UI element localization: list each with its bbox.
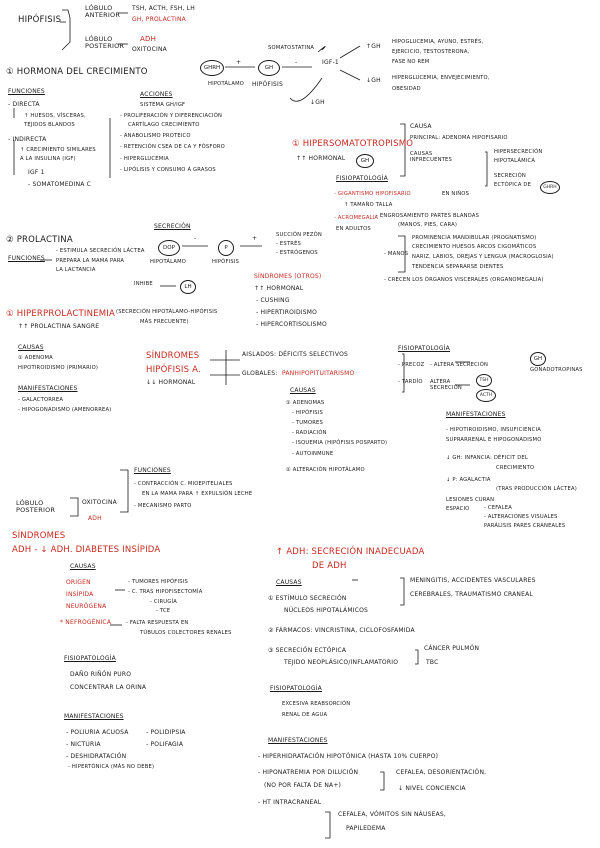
oxi-funciones: FUNCIONES bbox=[134, 467, 171, 474]
infrec-0: HIPERSECRECIÓN bbox=[494, 149, 543, 155]
siadh-c1-note-1: CEREBRALES, TRAUMATISMO CRANEAL bbox=[410, 591, 533, 598]
gh-heading: ① HORMONA DEL CRECIMIENTO bbox=[6, 67, 148, 77]
di-manif-r0: - POLIDIPSIA bbox=[146, 729, 186, 736]
siadh-fisio-1: RENAL DE AGUA bbox=[282, 712, 328, 718]
siadh-note-2: CEFALEA, VÓMITOS SIN NÁUSEAS, bbox=[338, 811, 446, 818]
di-note-2: - CIRUGÍA bbox=[150, 599, 177, 605]
prl-minus: - bbox=[194, 235, 197, 242]
siadh-c1: ① ESTÍMULO SECRECIÓN bbox=[268, 595, 347, 602]
hipopit-tardio-text: ALTERA SECRECIÓN bbox=[430, 379, 462, 391]
prl-hipotalamo: HIPOTÁLAMO bbox=[150, 259, 187, 265]
prl-plus: + bbox=[252, 235, 258, 242]
siadh-manif: MANIFESTACIONES bbox=[268, 737, 328, 744]
up-effects-0: HIPOGLUCEMIA, AYUNO, ESTRÉS, bbox=[392, 39, 484, 45]
prl-lh-node: LH bbox=[180, 280, 196, 294]
gh-indirecta: - INDIRECTA bbox=[8, 136, 47, 143]
siadh-heading: ↑ ADH: SECRECIÓN INADECUADA bbox=[276, 547, 425, 557]
prl-func-1: PREPARA LA MAMA PARA bbox=[56, 258, 125, 264]
hipopit-causa-5: - AUTOINMUNE bbox=[292, 451, 334, 457]
gh-somatomedina: - SOMATOMEDINA C bbox=[28, 181, 92, 188]
hipopit-gh-node: GH bbox=[530, 352, 546, 366]
prl-sind-2: - HIPERCORTISOLISMO bbox=[256, 321, 327, 328]
di-origen-1: INSÍPIDA bbox=[66, 591, 94, 598]
down-gh-effects-node: ↓GH bbox=[366, 77, 381, 84]
hiperprl-heading: ① HIPERPROLACTINEMIA bbox=[6, 309, 115, 319]
prolactina-funciones: FUNCIONES bbox=[8, 255, 45, 262]
gh-acciones-4: - HIPERGLUCEMIA bbox=[120, 156, 169, 162]
prl-stim-0: SUCCIÓN PEZÓN bbox=[276, 232, 322, 238]
di-causas: CAUSAS bbox=[70, 563, 96, 570]
di-manif-r1: - POLIFAGIA bbox=[146, 741, 184, 748]
gh-acciones-3: - RETENCIÓN CSEA DE CA Y FÓSFORO bbox=[120, 144, 225, 150]
siadh-c2: ② FÁRMACOS: VINCRISTINA, CICLOFOSFAMIDA bbox=[268, 627, 415, 634]
siadh-note-0: CEFALEA, DESORIENTACIÓN, bbox=[396, 769, 487, 776]
prl-func-2: LA LACTANCIA bbox=[56, 267, 96, 273]
hipopit-causa-1: - HIPÓFISIS bbox=[292, 410, 323, 416]
siadh-fisio: FISIOPATOLOGÍA bbox=[270, 685, 322, 692]
di-fisio-1: CONCENTRAR LA ORINA bbox=[70, 684, 147, 691]
siadh-fisio-0: EXCESIVA REABSORCIÓN bbox=[282, 701, 351, 707]
ghrh-node: GHRH bbox=[200, 60, 224, 76]
down-effects-0: HIPERGLUCEMIA, ENVEJECIMIENTO, bbox=[392, 75, 490, 81]
hipopit-tsh-node: TSH bbox=[476, 374, 492, 387]
posterior-adh: ADH bbox=[140, 35, 157, 43]
hipopit-precoz-text: - ALTERA SECRECIÓN bbox=[430, 362, 489, 368]
en-ninos: EN NIÑOS bbox=[442, 191, 470, 197]
infrec-3: ECTÓPICA DE bbox=[494, 182, 532, 188]
down-gh-node: ↓GH bbox=[310, 99, 325, 106]
di-adh: ADH - ↓ ADH. DIABETES INSÍPIDA bbox=[12, 545, 161, 555]
gigantismo: - GIGANTISMO HIPOFISARIO bbox=[334, 191, 411, 197]
posterior-oxitocina: OXITOCINA bbox=[132, 46, 167, 53]
gh-acciones-2: - ANABOLISMO PROTEICO bbox=[120, 133, 191, 139]
hipopit-panhipo: PANHIPOPITUITARISMO bbox=[282, 370, 355, 377]
up-effects-1: EJERCICIO, TESTOSTERONA, bbox=[392, 49, 470, 55]
siadh-manif-1: - HIPONATREMIA POR DILUCIÓN bbox=[258, 769, 359, 776]
hipopit-manif-2: ↓ GH: INFANCIA: DÉFICIT DEL bbox=[446, 455, 528, 461]
hipopit-manif-10: PARÁLISIS PARES CRANEALES bbox=[484, 523, 566, 529]
hipersomato-hormonal: ↑↑ HORMONAL bbox=[296, 155, 346, 162]
siadh-manif-2: (NO POR FALTA DE NA+) bbox=[264, 782, 342, 789]
hipopit-causa-3: - RADIACIÓN bbox=[292, 430, 327, 436]
lobulo-anterior-label: LÓBULO ANTERIOR bbox=[85, 4, 121, 20]
siadh-causas: CAUSAS bbox=[276, 579, 302, 586]
prl-sind-0: - CUSHING bbox=[256, 297, 290, 304]
hipopit-manif: MANIFESTACIONES bbox=[446, 411, 506, 418]
hipopit-precoz: - PRECOZ bbox=[398, 362, 425, 368]
oxi-lobulo: LÓBULO POSTERIOR bbox=[16, 499, 56, 515]
hipopit-manif-8: - CEFALEA bbox=[484, 505, 512, 511]
gh-acciones-1: CARTÍLAGO CRECIMIENTO bbox=[128, 122, 200, 128]
prl-hipofisis: HIPÓFISIS bbox=[212, 259, 240, 265]
up-effects-2: FASE NO REM bbox=[392, 59, 430, 65]
down-effects-1: OBESIDAD bbox=[392, 86, 421, 92]
p-node: P bbox=[218, 240, 234, 256]
dop-node: DOP bbox=[158, 240, 180, 256]
prolactina-heading: ② PROLACTINA bbox=[6, 235, 73, 245]
oxi-func-2: - MECANISMO PARTO bbox=[134, 503, 192, 509]
prolactina-secrecion: SECRECIÓN bbox=[154, 223, 191, 230]
hipopit-tardio: - TARDÍO bbox=[398, 379, 423, 385]
manos: - MANOS bbox=[384, 251, 409, 257]
di-manif-l1: - NICTURIA bbox=[66, 741, 101, 748]
siadh-manif-3: - HT INTRACRANEAL bbox=[258, 799, 322, 806]
en-adultos: EN ADULTOS bbox=[336, 226, 371, 232]
acro-list-2: NARIZ, LABIOS, OREJAS Y LENGUA (MACROGLOSIA) bbox=[412, 254, 554, 260]
hiperprl-manif: MANIFESTACIONES bbox=[18, 385, 78, 392]
di-origen-2: NEURÓGENA bbox=[66, 603, 107, 610]
di-manif-l0: - POLIURIA ACUOSA bbox=[66, 729, 129, 736]
up-gh-node: ↑GH bbox=[366, 43, 381, 50]
organos: - CRECEN LOS ÓRGANOS VISCERALES (ORGANOMEGALIA) bbox=[384, 277, 544, 283]
gh-directa: - DIRECTA bbox=[8, 101, 40, 108]
di-nefro-0: - FALTA RESPUESTA EN bbox=[126, 620, 189, 626]
hipersomato-causas-infrec: CAUSAS INFRECUENTES bbox=[410, 151, 452, 163]
minus-sign: - bbox=[295, 59, 298, 66]
hipersomato-causa: CAUSA bbox=[410, 123, 432, 130]
gh-acciones-0: - PROLIFERACIÓN Y DIFERENCIACIÓN bbox=[120, 113, 223, 119]
hipopit-aislados: AISLADOS: DÉFICITS SELECTIVOS bbox=[242, 351, 349, 358]
hipopit-manif-0: - HIPOTIROIDISMO, INSUFICIENCIA bbox=[446, 427, 541, 433]
acro-detail-0: - ENGROSAMIENTO PARTES BLANDAS bbox=[376, 213, 480, 219]
siadh-c3b: TEJIDO NEOPLÁSICO/INFLAMATORIO bbox=[284, 659, 399, 666]
oxi-func-0: - CONTRACCIÓN C. MIOEPITELIALES bbox=[134, 481, 233, 487]
anterior-hormones: TSH, ACTH, FSH, LH bbox=[132, 5, 195, 12]
hipotalamo-label: HIPOTÁLAMO bbox=[208, 81, 245, 87]
siadh-c3: ③ SECRECIÓN ECTÓPICA bbox=[268, 647, 347, 654]
di-note-3: - TCE bbox=[156, 608, 171, 614]
di-fisio: FISIOPATOLOGÍA bbox=[64, 655, 116, 662]
prl-stim-2: - ESTRÓGENOS bbox=[276, 250, 318, 256]
gh-indirecta-1: A LA INSULINA (IGF) bbox=[20, 156, 76, 162]
prl-sindromes: SÍNDROMES (OTROS) bbox=[254, 273, 322, 280]
prl-sind-1: - HIPERTIROIDISMO bbox=[256, 309, 318, 316]
infrec-ghrh-node: GHRH bbox=[540, 181, 560, 194]
hipofisis-title: HIPÓFISIS bbox=[18, 15, 62, 25]
di-note-0: - TUMORES HIPÓFISIS bbox=[128, 579, 188, 585]
gh-indirecta-0: ↑ CRECIMIENTO SIMILARES bbox=[20, 147, 96, 153]
hipopit-causa-2: - TUMORES bbox=[292, 420, 324, 426]
infrec-1: HIPOTALÁMICA bbox=[494, 158, 536, 164]
di-nefro-1: TÚBULOS COLECTORES RENALES bbox=[140, 630, 232, 636]
di-origen-0: ORIGEN bbox=[66, 579, 91, 586]
lobulo-posterior-label: LÓBULO POSTERIOR bbox=[85, 35, 125, 51]
siadh-note-3: PAPILEDEMA bbox=[346, 825, 386, 832]
hipofisis-axis-label: HIPÓFISIS bbox=[252, 81, 284, 88]
hipersomato-causa-text: PRINCIPAL: ADENOMA HIPOFISARIO bbox=[410, 135, 508, 141]
siadh-manif-0: - HIPERHIDRATACIÓN HIPOTÓNICA (HASTA 10% CUERPO) bbox=[258, 753, 439, 760]
hipopit-causas: CAUSAS bbox=[290, 387, 316, 394]
hipopit-gonado: GONADOTROPINAS bbox=[530, 367, 583, 373]
di-note-1: - C. TRAS HIPOFISECTOMÍA bbox=[128, 589, 203, 595]
hipersomato-fisio: FISIOPATOLOGÍA bbox=[336, 175, 388, 182]
hipersomato-heading: ① HIPERSOMATOTROPISMO bbox=[292, 139, 414, 149]
hipopit-manif-1: SUPRARRENAL E HIPOGONADISMO bbox=[446, 437, 542, 443]
hipopit-sindromes: SÍNDROMES bbox=[146, 351, 200, 361]
siadh-c1b: NÚCLEOS HIPOTALÁMICOS bbox=[284, 607, 369, 614]
hipopit-causa-4: - ISQUEMIA (HIPÓFISIS POSPARTO) bbox=[292, 440, 388, 446]
hiperprl-causa-1: HIPOTIROIDISMO (PRIMARIO) bbox=[18, 365, 99, 371]
hipopit-globales: GLOBALES: bbox=[242, 370, 278, 377]
hiperprl-causa-0: ① ADENOMA bbox=[18, 355, 53, 361]
siadh-heading2: DE ADH bbox=[312, 561, 347, 571]
prl-inhibe: INHIBE bbox=[134, 281, 153, 287]
hipopit-manif-7: ESPACIO bbox=[446, 506, 470, 512]
di-manif-l2: - DESHIDRATACIÓN bbox=[66, 753, 127, 760]
hipopit-manif-6: LESIONES CURAN bbox=[446, 497, 495, 503]
gigantismo-sub: ↑ TAMAÑO TALLA bbox=[344, 202, 393, 208]
prl-stim-1: - ESTRÉS bbox=[276, 241, 302, 247]
plus-sign: + bbox=[236, 59, 242, 66]
hipopit-causa-0: ① ADENOMAS bbox=[286, 400, 325, 406]
gh-igf1: IGF 1 bbox=[28, 169, 45, 176]
siadh-c1-note-0: MENINGITIS, ACCIDENTES VASCULARES bbox=[410, 577, 536, 584]
gh-acciones-5: - LIPÓLISIS Y CONSUMO Á GRASOS bbox=[120, 167, 216, 173]
prl-func-0: - ESTIMULA SECRECIÓN LÁCTEA bbox=[56, 248, 145, 254]
siadh-c3-note-0: CÁNCER PULMÓN bbox=[424, 645, 480, 652]
siadh-c3-note-1: TBC bbox=[426, 659, 439, 666]
hipopit-hormonal: ↓↓ HORMONAL bbox=[146, 379, 196, 386]
oxi-func-1: EN LA MAMA PARA ↑ EXPULSIÓN LECHE bbox=[142, 491, 253, 497]
prl-sindromes-sub: ↑↑ HORMONAL bbox=[254, 285, 304, 292]
acro-list-3: TENDENCIA SEPARARSE DIENTES bbox=[412, 264, 504, 270]
hipopit-alteracion: ② ALTERACIÓN HIPOTÁLAMO bbox=[286, 467, 365, 473]
di-manif-l3: - HIPERTÓNICA (MÁS NO DEBE) bbox=[68, 764, 155, 770]
acro-list-1: CRECIMIENTO HUESOS ARCOS CIGOMÁTICOS bbox=[412, 244, 537, 250]
hiperprl-sub: ↑↑ PROLACTINA SANGRE bbox=[18, 323, 100, 330]
gh-directa-1: TEJIDOS BLANDOS bbox=[24, 122, 75, 128]
siadh-note-1: ↓ NIVEL CONCIENCIA bbox=[398, 785, 466, 792]
hiperprl-manif-0: - GALACTORREA bbox=[18, 397, 64, 403]
hiperprl-manif-1: - HIPOGONADISMO (AMENORREA) bbox=[18, 407, 112, 413]
acro-detail-1: (MANOS, PIES, CARA) bbox=[398, 222, 458, 228]
acro-list-0: PROMINENCIA MANDIBULAR (PROGNATISMO) bbox=[412, 235, 537, 241]
oxi-oxitocina: OXITOCINA bbox=[82, 499, 117, 506]
gh-sistema: SISTEMA GH/IGF bbox=[140, 102, 186, 108]
gh-node: GH bbox=[258, 60, 280, 76]
gh-funciones: FUNCIONES bbox=[8, 88, 45, 95]
hipersomato-gh-node: GH bbox=[356, 154, 374, 168]
hipopit-hipofisis: HIPÓFISIS A. bbox=[146, 365, 201, 375]
anterior-hormones-red: GH, PROLACTINA bbox=[132, 16, 186, 23]
di-manif: MANIFESTACIONES bbox=[64, 713, 124, 720]
hipopit-manif-9: - ALTERACIONES VISUALES bbox=[484, 514, 558, 520]
di-sindromes: SÍNDROMES bbox=[12, 531, 66, 541]
gh-directa-0: ↑ HUESOS, VÍSCERAS, bbox=[24, 113, 86, 119]
hipopit-manif-5: (TRAS PRODUCCIÓN LÁCTEA) bbox=[496, 486, 577, 492]
hiperprl-note-1: MÁS FRECUENTE) bbox=[140, 319, 189, 325]
hiperprl-causas: CAUSAS bbox=[18, 344, 44, 351]
hiperprl-note-0: (SECRECIÓN HIPOTÁLAMO-HIPÓFISIS bbox=[116, 309, 218, 315]
hipopit-manif-4: ↓ P: AGALACTIA bbox=[446, 477, 491, 483]
hipopit-acth-node: ACTH bbox=[476, 389, 496, 402]
oxi-adh: ADH bbox=[88, 515, 102, 522]
di-nefro: * NEFROGÉNICA bbox=[60, 619, 112, 626]
hipopit-manif-3: CRECIMIENTO bbox=[496, 465, 535, 471]
infrec-2: SECRECIÓN bbox=[494, 173, 526, 179]
somatostatina-label: SOMATOSTATINA bbox=[268, 45, 315, 51]
gh-acciones: ACCIONES bbox=[140, 91, 173, 98]
di-fisio-0: DAÑO RIÑÓN PURO bbox=[70, 671, 132, 678]
igf1-label: IGF-1 bbox=[322, 59, 339, 66]
acromegalia: - ACROMEGALIA bbox=[334, 215, 379, 221]
hipopit-fisio: FISIOPATOLOGÍA bbox=[398, 345, 450, 352]
